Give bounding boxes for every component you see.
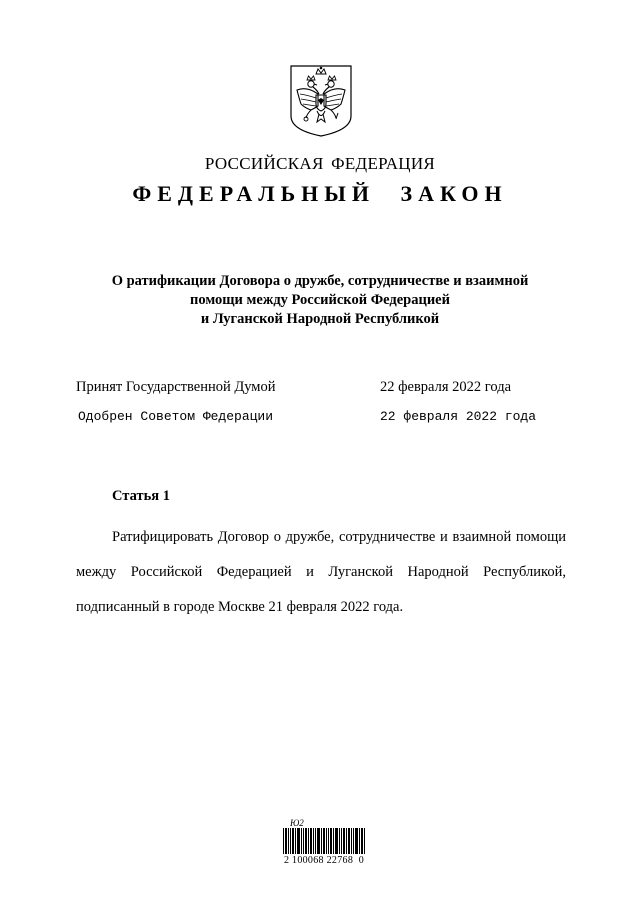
article-heading: Статья 1 xyxy=(112,488,170,504)
barcode-handwritten-mark: Ю2 xyxy=(290,818,304,828)
adoption-council-row xyxy=(78,409,558,424)
article-text: Ратифицировать Договор о дружбе, сотрудничестве и взаимной помощи между Российской Федерацией и Луганской Народной Республикой, подписанный в городе Москве 21 февраля 2022 года. xyxy=(76,529,566,615)
adoption-duma-date: 22 февраля 2022 года xyxy=(380,379,512,395)
law-title xyxy=(60,272,580,329)
law-title-line: и Луганской Народной Республикой xyxy=(200,311,440,327)
law-title-line: помощи между Российской Федерацией xyxy=(190,292,450,308)
adoption-council-label: Одобрен Советом Федерации xyxy=(78,409,274,424)
adoption-duma-label: Принят Государственной Думой xyxy=(76,379,276,395)
barcode-number: 2 100068 22768 0 xyxy=(283,855,365,866)
adoption-council-date: 22 февраля 2022 года xyxy=(380,409,537,424)
barcode xyxy=(282,818,366,868)
country-name: РОССИЙСКАЯ ФЕДЕРАЦИЯ xyxy=(204,154,436,173)
law-title-line: О ратификации Договора о дружбе, сотрудничестве и взаимной xyxy=(111,273,529,289)
adoption-duma-row xyxy=(76,379,556,396)
law-type-heading: ФЕДЕРАЛЬНЫЙ ЗАКОН xyxy=(132,181,508,206)
barcode-bars-icon xyxy=(282,828,366,854)
state-emblem-icon xyxy=(289,64,353,138)
